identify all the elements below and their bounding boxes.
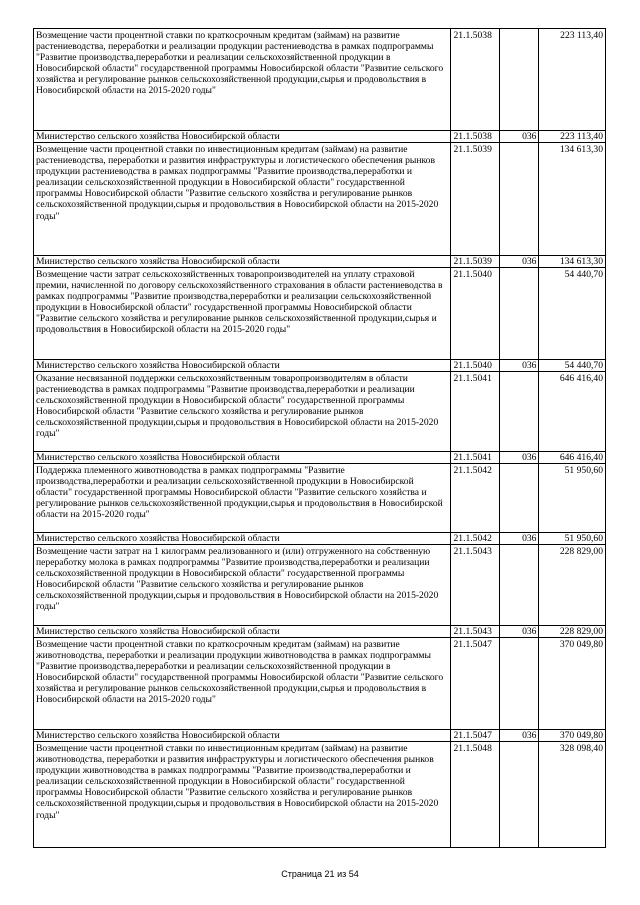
row-sum-cell: 223 113,40 (539, 29, 606, 131)
budget-table (33, 28, 606, 848)
row-sum-cell: 228 829,00 (539, 545, 606, 626)
row-code-cell: 21.1.5042 (451, 464, 499, 533)
row-sum-cell: 370 049,80 (539, 730, 606, 742)
row-code-cell: 21.1.5043 (451, 626, 499, 638)
program-row (34, 268, 606, 360)
row-name-cell: Министерство сельского хозяйства Новосибирской области (34, 730, 451, 742)
row-name-cell: Возмещение части процентной ставки по инвестиционным кредитам (займам) на развитие растениеводства, переработки и развития инфраструктуры и логистического обеспечения рынков продукции растениеводства в рамках подпрограммы "Развитие производства,переработки и реализации сельскохозяйственной продукции в Новосибирской области" государственной программы Новосибирской области "Развитие сельского хозяйства и регулирование рынков сельскохозяйственной продукции,сырья и продовольствия в Новосибирской области на 2015-2020 годы" (34, 143, 451, 256)
row-name-cell: Возмещение части процентной ставки по инвестиционным кредитам (займам) на развитие животноводства, переработки и развития инфраструктуры и логистического обеспечения рынков продукции животноводства в рамках подпрограммы "Развитие производства,переработки и реализации сельскохозяйственной продукции в Новосибирской области" государственной программы Новосибирской области "Развитие сельского хозяйства и регулирование рынков сельскохозяйственной продукции,сырья и продовольствия в Новосибирской области на 2015-2020 годы" (34, 742, 451, 848)
program-row (34, 372, 606, 452)
row-group-cell: 036 (499, 360, 539, 372)
row-sum-cell: 646 416,40 (539, 452, 606, 464)
row-sum-cell: 223 113,40 (539, 131, 606, 143)
row-sum-cell: 328 098,40 (539, 742, 606, 848)
row-name-cell: Министерство сельского хозяйства Новосибирской области (34, 626, 451, 638)
row-group-cell (499, 372, 539, 452)
ministry-row (34, 452, 606, 464)
ministry-row (34, 626, 606, 638)
row-group-cell (499, 638, 539, 730)
ministry-row (34, 131, 606, 143)
row-code-cell: 21.1.5040 (451, 268, 499, 360)
row-name-cell: Поддержка племенного животноводства в рамках подпрограммы "Развитие производства,переработки и реализации сельскохозяйственной продукции в Новосибирской области" государственной программы Новосибирской области "Развитие сельского хозяйства и регулирование рынков сельскохозяйственной продукции,сырья и продовольствия в Новосибирской области на 2015-2020 годы" (34, 464, 451, 533)
row-sum-cell: 51 950,60 (539, 464, 606, 533)
row-name-cell: Министерство сельского хозяйства Новосибирской области (34, 360, 451, 372)
program-row (34, 29, 606, 131)
ministry-row (34, 533, 606, 545)
row-sum-cell: 51 950,60 (539, 533, 606, 545)
row-group-cell (499, 742, 539, 848)
program-row (34, 143, 606, 256)
row-code-cell: 21.1.5041 (451, 452, 499, 464)
row-code-cell: 21.1.5047 (451, 638, 499, 730)
page-footer: Страница 21 из 54 (281, 869, 359, 879)
row-code-cell: 21.1.5040 (451, 360, 499, 372)
row-name-cell: Министерство сельского хозяйства Новосибирской области (34, 452, 451, 464)
row-name-cell: Возмещение части процентной ставки по краткосрочным кредитам (займам) на развитие животноводства, переработки и реализации продукции животноводства в рамках подпрограммы "Развитие производства,переработки и реализации сельскохозяйственной продукции в Новосибирской области" государственной программы Новосибирской области "Развитие сельского хозяйства и регулирование рынков сельскохозяйственной продукции,сырья и продовольствия в Новосибирской области на 2015-2020 годы" (34, 638, 451, 730)
row-group-cell (499, 143, 539, 256)
row-group-cell (499, 268, 539, 360)
ministry-row (34, 256, 606, 268)
row-group-cell: 036 (499, 730, 539, 742)
row-name-cell: Министерство сельского хозяйства Новосибирской области (34, 256, 451, 268)
row-code-cell: 21.1.5041 (451, 372, 499, 452)
row-group-cell (499, 545, 539, 626)
ministry-row (34, 730, 606, 742)
row-name-cell: Министерство сельского хозяйства Новосибирской области (34, 533, 451, 545)
program-row (34, 638, 606, 730)
row-group-cell (499, 464, 539, 533)
program-row (34, 742, 606, 848)
row-name-cell: Возмещение части процентной ставки по краткосрочным кредитам (займам) на развитие растениеводства, переработки и реализации продукции растениеводства в рамках подпрограммы "Развитие производства,переработки и реализации сельскохозяйственной продукции в Новосибирской области" государственной программы Новосибирской области "Развитие сельского хозяйства и регулирование рынков сельскохозяйственной продукции,сырья и продовольствия в Новосибирской области на 2015-2020 годы" (34, 29, 451, 131)
row-sum-cell: 134 613,30 (539, 256, 606, 268)
row-sum-cell: 370 049,80 (539, 638, 606, 730)
program-row (34, 464, 606, 533)
row-name-cell: Возмещение части затрат на 1 килограмм реализованного и (или) отгруженного на собственную переработку молока в рамках подпрограммы "Развитие производства,переработки и реализации сельскохозяйственной продукции в Новосибирской области" государственной программы Новосибирской области "Развитие сельского хозяйства и регулирование рынков сельскохозяйственной продукции,сырья и продовольствия в Новосибирской области на 2015-2020 годы" (34, 545, 451, 626)
ministry-row (34, 360, 606, 372)
row-name-cell: Оказание несвязанной поддержки сельскохозяйственным товаропроизводителям в области растениеводства в рамках подпрограммы "Развитие производства,переработки и реализации сельскохозяйственной продукции в Новосибирской области" государственной программы Новосибирской области "Развитие сельского хозяйства и регулирование рынков сельскохозяйственной продукции,сырья и продовольствия в Новосибирской области на 2015-2020 годы" (34, 372, 451, 452)
row-code-cell: 21.1.5038 (451, 29, 499, 131)
row-code-cell: 21.1.5047 (451, 730, 499, 742)
row-name-cell: Министерство сельского хозяйства Новосибирской области (34, 131, 451, 143)
row-code-cell: 21.1.5042 (451, 533, 499, 545)
row-group-cell: 036 (499, 533, 539, 545)
row-group-cell: 036 (499, 131, 539, 143)
row-group-cell: 036 (499, 452, 539, 464)
row-code-cell: 21.1.5038 (451, 131, 499, 143)
budget-table-body (34, 29, 606, 848)
program-row (34, 545, 606, 626)
row-sum-cell: 54 440,70 (539, 360, 606, 372)
row-sum-cell: 54 440,70 (539, 268, 606, 360)
row-group-cell: 036 (499, 626, 539, 638)
row-sum-cell: 228 829,00 (539, 626, 606, 638)
row-group-cell (499, 29, 539, 131)
row-code-cell: 21.1.5039 (451, 256, 499, 268)
row-code-cell: 21.1.5039 (451, 143, 499, 256)
row-group-cell: 036 (499, 256, 539, 268)
row-sum-cell: 646 416,40 (539, 372, 606, 452)
row-sum-cell: 134 613,30 (539, 143, 606, 256)
row-name-cell: Возмещение части затрат сельскохозяйственных товаропроизводителей на уплату страховой премии, начисленной по договору сельскохозяйственного страхования в области растениеводства в рамках подпрограммы "Развитие производства,переработки и реализации сельскохозяйственной продукции в Новосибирской области" государственной программы Новосибирской области "Развитие сельского хозяйства и регулирование рынков сельскохозяйственной продукции,сырья и продовольствия в Новосибирской области на 2015-2020 годы" (34, 268, 451, 360)
row-code-cell: 21.1.5048 (451, 742, 499, 848)
row-code-cell: 21.1.5043 (451, 545, 499, 626)
